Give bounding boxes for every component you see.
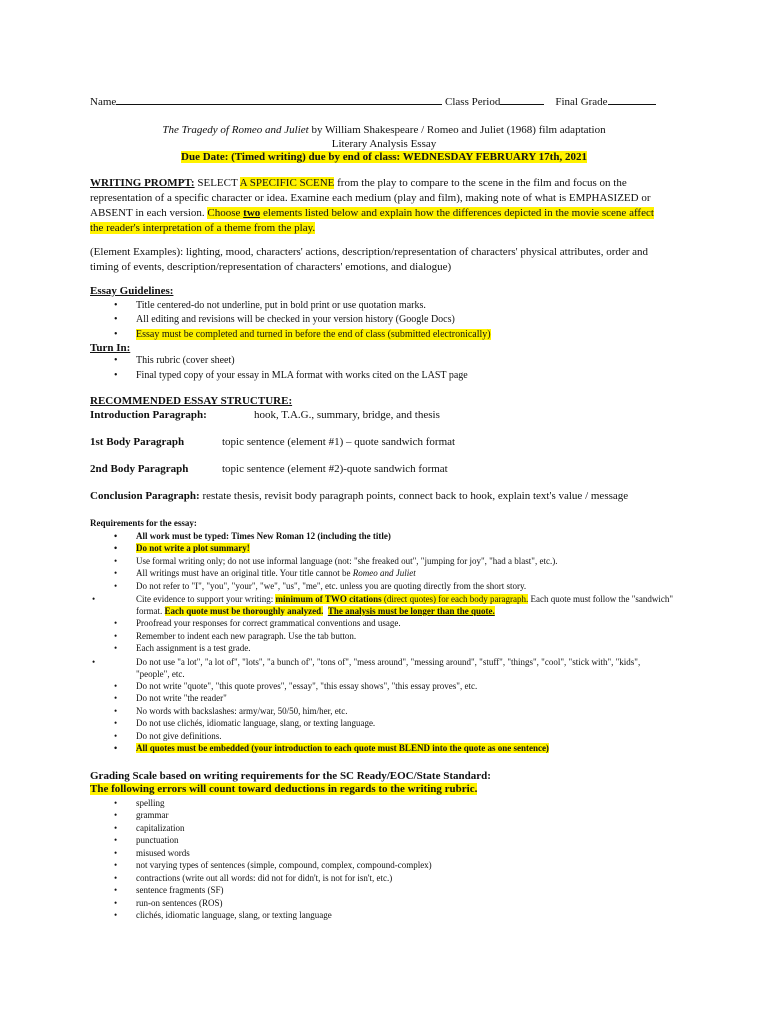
grading-text: punctuation: [136, 835, 179, 845]
requirement-text: Cite evidence to support your writing:: [136, 594, 276, 604]
grading-text: contractions (write out all words: did not for didn't, is not for isn't, etc.): [136, 873, 393, 883]
intro-row: [90, 409, 207, 421]
requirement-text: Proofread your responses for correct grammatical conventions and usage.: [136, 618, 401, 628]
requirement-text: Do not write "the reader": [136, 693, 227, 703]
grading-text: grammar: [136, 810, 169, 820]
conclusion-label: Conclusion Paragraph:: [90, 490, 200, 502]
requirement-text: Use formal writing only; do not use informal language (not: "she freaked out", "jumping for joy", "had a blast", etc.).: [136, 556, 558, 566]
requirement-item: [136, 631, 356, 641]
turn-in-heading: Turn In:: [90, 342, 131, 354]
requirement-item: [136, 656, 676, 680]
subtitle: Literary Analysis Essay: [331, 138, 437, 150]
title-line: [0, 124, 768, 136]
requirement-item: [136, 706, 347, 716]
conclusion-row: [90, 490, 628, 502]
grading-item: [136, 860, 432, 870]
cite-analyzed: Each quote must be thoroughly analyzed.: [164, 606, 324, 616]
requirement-text: Each assignment is a test grade.: [136, 643, 251, 653]
prompt-two: two: [243, 207, 261, 219]
grading-heading: Grading Scale based on writing requirements for the SC Ready/EOC/State Standard:: [90, 770, 491, 782]
requirement-item: [136, 693, 227, 703]
grading-item: [136, 873, 392, 883]
requirement-text: All writings must have an original title. Your title cannot be: [136, 568, 353, 578]
specific-scene: A SPECIFIC SCENE: [239, 177, 335, 189]
class-period-label: Class Period: [445, 96, 501, 108]
cite-follow: Each quote must follow the "sandwich" format.: [136, 594, 674, 616]
grading-text: capitalization: [136, 823, 185, 833]
grading-item: [136, 848, 190, 858]
requirement-item: [136, 568, 416, 578]
guideline-text: Title centered-do not underline, put in bold print or use quotation marks.: [136, 300, 426, 311]
grading-item: [136, 910, 332, 920]
grading-text: run-on sentences (ROS): [136, 898, 223, 908]
grading-item: [136, 810, 168, 820]
due-date-line: [0, 151, 768, 163]
guideline-text: Essay must be completed and turned in before the end of class (submitted electronically): [136, 329, 491, 340]
due-date: WEDNESDAY FEBRUARY 17th, 2021: [402, 151, 587, 163]
requirement-item: [136, 643, 250, 653]
turn-in-item: [136, 370, 468, 381]
guideline-item: [136, 314, 455, 325]
final-grade-label: Final Grade: [555, 96, 608, 108]
requirement-text: Do not write "quote", "this quote proves", "essay", "this essay shows", "this essay proves", etc.: [136, 681, 478, 691]
requirement-text: Do not refer to "I", "you", "your", "we", "us", "me", etc. unless you are quoting directly from the short story.: [136, 581, 527, 591]
grading-item: [136, 835, 179, 845]
requirement-text: Remember to indent each new paragraph. Use the tab button.: [136, 631, 357, 641]
requirement-item-cite: [136, 593, 676, 617]
grading-item: [136, 823, 184, 833]
play-title: The Tragedy of Romeo and Juliet: [162, 124, 309, 136]
body2-text: topic sentence (element #2)-quote sandwich format: [222, 463, 448, 475]
requirement-italic-title: Romeo and Juliet: [352, 568, 416, 578]
requirement-text: Do not use clichés, idiomatic language, slang, or texting language.: [136, 718, 376, 728]
grading-text: clichés, idiomatic language, slang, or texting language: [136, 910, 332, 920]
grading-subheading-text: The following errors will count toward deductions in regards to the writing rubric.: [90, 783, 478, 795]
cite-rest: (direct quotes) for each body paragraph.: [381, 594, 529, 604]
cite-longer: The analysis must be longer than the quote.: [327, 606, 495, 616]
turn-in-text: Final typed copy of your essay in MLA format with works cited on the LAST page: [136, 370, 468, 381]
final-grade-blank[interactable]: [608, 94, 656, 105]
grading-item: [136, 885, 223, 895]
grading-text: spelling: [136, 798, 165, 808]
requirement-item: [136, 718, 375, 728]
requirement-item: [136, 681, 477, 691]
writing-prompt: [90, 176, 665, 236]
requirement-item: [136, 531, 391, 541]
prompt-text-1: from the play to compare to the scene in the film and focus on the representation of a specific character or idea. Examine each medium (play and film), making note of what is EMPHASIZED or ABSENT in each version.: [90, 177, 651, 219]
requirement-item: [136, 618, 401, 628]
cite-minimum: minimum of TWO citations: [275, 594, 382, 604]
requirement-item: [136, 556, 557, 566]
requirement-item: [136, 743, 549, 753]
grading-text: misused words: [136, 848, 190, 858]
intro-text: hook, T.A.G., summary, bridge, and thesis: [254, 409, 440, 421]
name-line: [90, 94, 656, 108]
requirement-text: Do not write a plot summary!: [136, 543, 250, 553]
turn-in-item: [136, 355, 235, 366]
requirement-text: No words with backslashes: army/war, 50/50, him/her, etc.: [136, 706, 348, 716]
guideline-text: All editing and revisions will be checked in your version history (Google Docs): [136, 314, 455, 325]
prompt-label: WRITING PROMPT:: [90, 177, 195, 189]
requirement-text: All work must be typed: Times New Roman 12 (including the title): [136, 531, 391, 541]
structure-heading: RECOMMENDED ESSAY STRUCTURE:: [90, 395, 293, 407]
requirement-text: Do not give definitions.: [136, 731, 222, 741]
body1-text: topic sentence (element #1) – quote sandwich format: [222, 436, 456, 448]
requirement-item: [136, 731, 222, 741]
grading-text: not varying types of sentences (simple, compound, complex, compound-complex): [136, 860, 432, 870]
body1-label: 1st Body Paragraph: [90, 436, 185, 448]
intro-label: Introduction Paragraph:: [90, 409, 207, 421]
prompt-select: SELECT: [194, 177, 240, 189]
grading-item: [136, 898, 222, 908]
grading-item: [136, 798, 165, 808]
guideline-item: [136, 300, 426, 311]
due-label: Due Date: (Timed writing) due by end of class:: [181, 151, 403, 163]
prompt-choose: Choose: [207, 207, 244, 219]
requirements-heading: Requirements for the essay:: [90, 518, 197, 528]
requirement-text: All quotes must be embedded (your introduction to each quote must BLEND into the quote as one sentence): [136, 743, 549, 753]
name-label: Name: [90, 96, 117, 108]
class-period-blank[interactable]: [500, 94, 544, 105]
requirement-text: Do not use "a lot", "a lot of", "lots", "a bunch of", "tons of", "mess around", "messing around", "stuff", "things", "cool", "stick with", "kids", "people", etc.: [136, 657, 641, 679]
guideline-item: [136, 329, 491, 340]
element-examples: (Element Examples): lighting, mood, characters' actions, description/representation of characters' physical attributes, order and timing of events, description/representation of characters' emotions, and dialogue): [90, 246, 649, 273]
prompt-text-2: elements listed below and explain how the differences depicted in the movie scene affect the reader's interpretation of a theme from the play.: [90, 207, 654, 234]
guidelines-heading: Essay Guidelines:: [90, 285, 174, 297]
body2-label: 2nd Body Paragraph: [90, 463, 189, 475]
grading-text: sentence fragments (SF): [136, 885, 224, 895]
requirement-item: [136, 543, 250, 553]
requirement-item: [136, 581, 526, 591]
turn-in-text: This rubric (cover sheet): [136, 355, 235, 366]
name-blank[interactable]: [116, 94, 442, 105]
title-rest: by William Shakespeare / Romeo and Juliet (1968) film adaptation: [308, 124, 606, 136]
grading-subheading: [90, 783, 477, 795]
conclusion-text: restate thesis, revisit body paragraph points, connect back to hook, explain text's value / message: [199, 490, 629, 502]
